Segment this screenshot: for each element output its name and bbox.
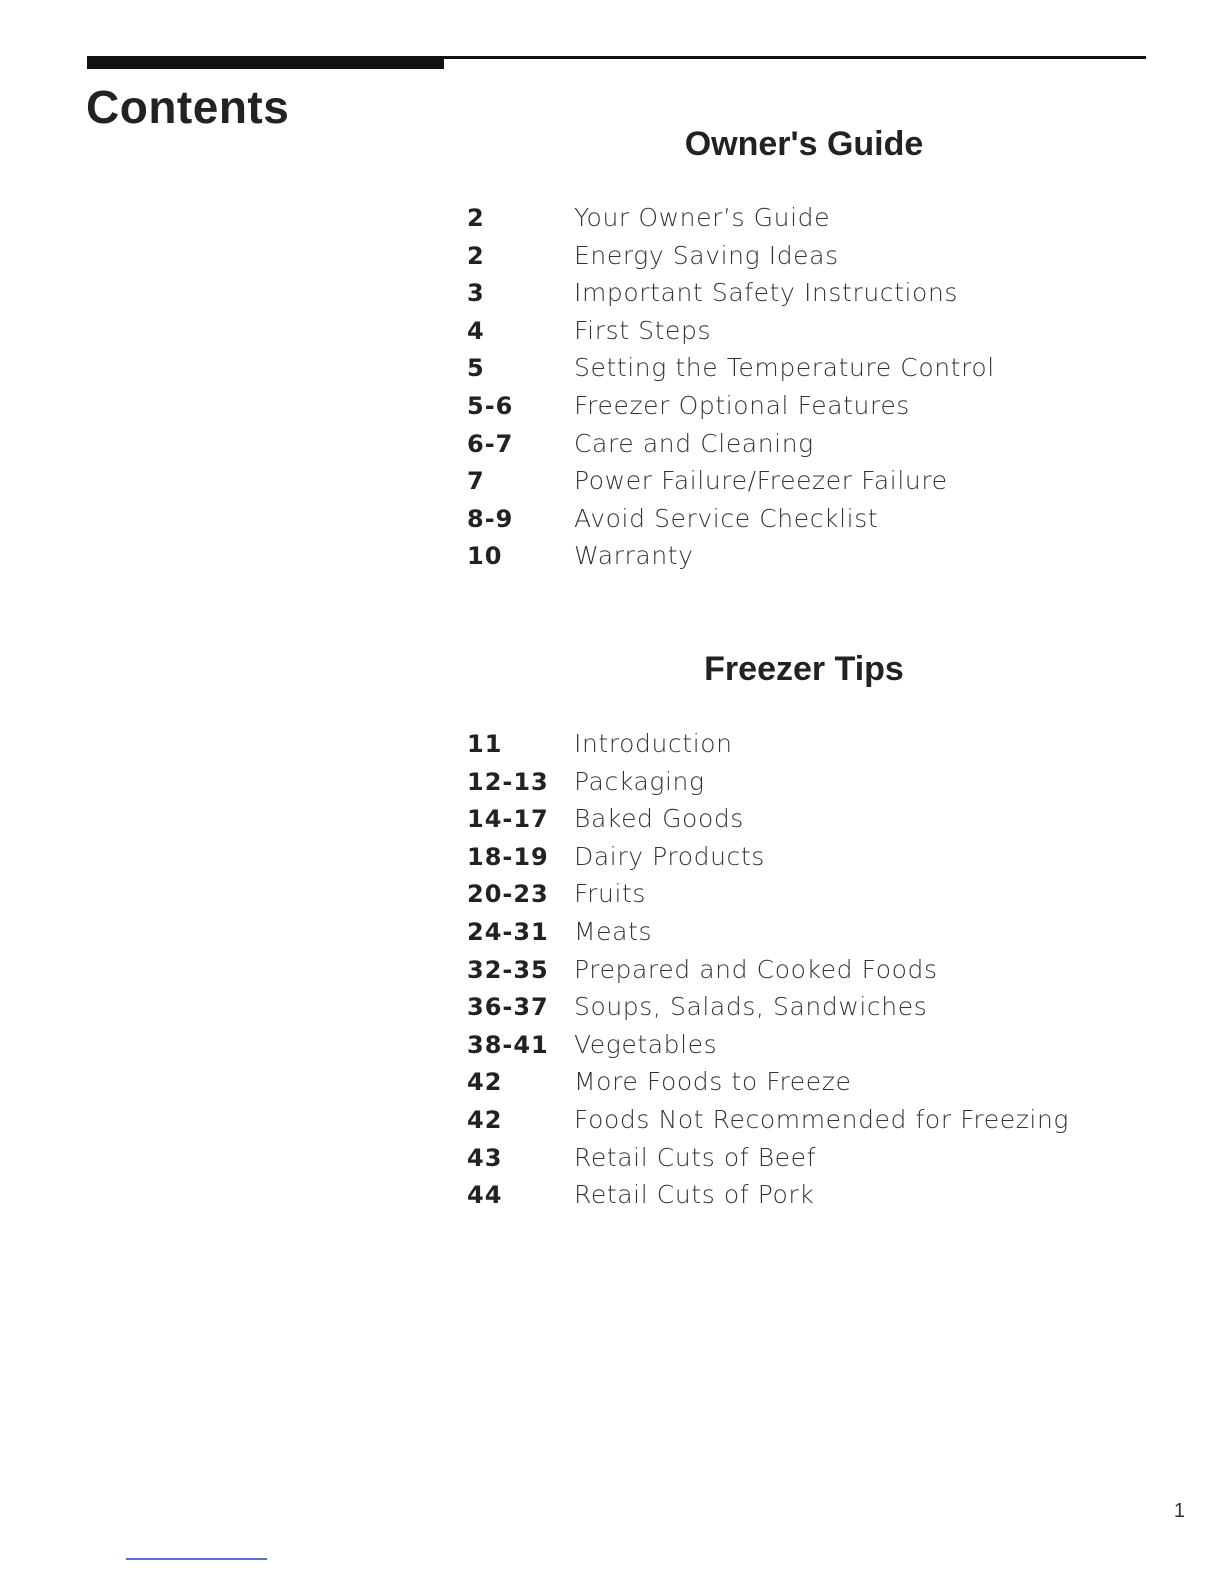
- toc-entry[interactable]: [467, 1143, 1069, 1181]
- toc-page-number: 36-37: [467, 993, 549, 1022]
- toc-entry-title: Energy Saving Ideas: [574, 240, 839, 270]
- toc-entry-title: Retail Cuts of Beef: [574, 1142, 817, 1172]
- toc-page-number: 5: [467, 354, 485, 383]
- toc-entry-title: Important Safety Instructions: [574, 278, 959, 308]
- toc-entry[interactable]: [467, 1180, 1069, 1218]
- toc-entry-title: Foods Not Recommended for Freezing: [574, 1104, 1070, 1134]
- footer-line: [126, 1558, 267, 1560]
- section-title-freezer-tips: Freezer Tips: [704, 650, 904, 688]
- toc-entry[interactable]: [467, 429, 995, 467]
- toc-entry[interactable]: [467, 842, 1069, 880]
- toc-entry-title: Retail Cuts of Pork: [574, 1180, 815, 1210]
- page-title: Contents: [86, 81, 290, 133]
- toc-entry-title: Vegetables: [574, 1029, 718, 1059]
- toc-entry[interactable]: [467, 504, 995, 542]
- toc-entry-title: Avoid Service Checklist: [574, 503, 879, 533]
- toc-page-number: 12-13: [467, 767, 549, 796]
- toc-entry-title: Introduction: [574, 729, 733, 758]
- section-title-owners-guide: Owner's Guide: [684, 125, 924, 163]
- toc-entry-title: Dairy Products: [574, 841, 765, 871]
- toc-page-number: 2: [467, 241, 485, 270]
- toc-entry[interactable]: [467, 992, 1069, 1030]
- toc-entry[interactable]: [467, 917, 1069, 955]
- toc-entry[interactable]: [467, 879, 1069, 917]
- page-number: 1: [1173, 1500, 1185, 1522]
- toc-entry-title: Baked Goods: [574, 804, 744, 834]
- toc-entry[interactable]: [467, 203, 995, 241]
- toc-page-number: 42: [467, 1068, 503, 1097]
- toc-page-number: 10: [467, 542, 503, 571]
- toc-page-number: 18-19: [467, 842, 549, 871]
- toc-page-number: 14-17: [467, 805, 549, 834]
- toc-page-number: 32-35: [467, 955, 549, 984]
- toc-entry[interactable]: [467, 353, 995, 391]
- toc-entry[interactable]: [467, 1067, 1069, 1105]
- toc-entry-title: Packaging: [574, 766, 705, 796]
- toc-entry-title: Meats: [574, 916, 653, 946]
- toc-list-freezer-tips: [467, 729, 1069, 1218]
- toc-entry-title: Your Owner’s Guide: [574, 203, 831, 232]
- toc-page-number: 6-7: [467, 429, 514, 458]
- toc-entry-title: Freezer Optional Features: [574, 390, 910, 420]
- toc-entry[interactable]: [467, 278, 995, 316]
- toc-page-number: 8-9: [467, 504, 514, 533]
- toc-entry-title: Setting the Temperature Control: [574, 353, 995, 383]
- toc-entry[interactable]: [467, 804, 1069, 842]
- toc-page-number: 20-23: [467, 880, 549, 909]
- toc-entry[interactable]: [467, 241, 995, 279]
- toc-entry[interactable]: [467, 316, 995, 354]
- toc-page-number: 5-6: [467, 391, 514, 420]
- toc-page-number: 7: [467, 467, 485, 496]
- toc-page-number: 44: [467, 1181, 503, 1210]
- toc-entry[interactable]: [467, 1030, 1069, 1068]
- toc-entry[interactable]: [467, 729, 1069, 767]
- toc-page-number: 38-41: [467, 1030, 549, 1059]
- toc-entry[interactable]: [467, 391, 995, 429]
- toc-page-number: 24-31: [467, 917, 549, 946]
- toc-entry[interactable]: [467, 466, 995, 504]
- toc-page-number: 11: [467, 730, 503, 758]
- toc-entry[interactable]: [467, 1105, 1069, 1143]
- toc-entry-title: More Foods to Freeze: [574, 1067, 852, 1097]
- toc-entry-title: Prepared and Cooked Foods: [574, 954, 938, 984]
- toc-list-owners-guide: [467, 203, 995, 579]
- toc-entry[interactable]: [467, 767, 1069, 805]
- toc-page-number: 4: [467, 316, 485, 345]
- toc-entry-title: Care and Cleaning: [574, 428, 814, 458]
- header-rule-thick: [87, 57, 444, 69]
- toc-page-number: 2: [467, 204, 485, 232]
- toc-entry-title: First Steps: [574, 315, 712, 345]
- toc-page-number: 42: [467, 1105, 503, 1134]
- toc-entry[interactable]: [467, 541, 995, 579]
- toc-entry-title: Warranty: [574, 541, 694, 571]
- toc-entry-title: Power Failure/Freezer Failure: [574, 466, 948, 496]
- toc-entry-title: Fruits: [574, 879, 647, 909]
- toc-entry[interactable]: [467, 955, 1069, 993]
- toc-page-number: 43: [467, 1143, 503, 1172]
- toc-page-number: 3: [467, 279, 485, 308]
- toc-entry-title: Soups, Salads, Sandwiches: [574, 992, 928, 1022]
